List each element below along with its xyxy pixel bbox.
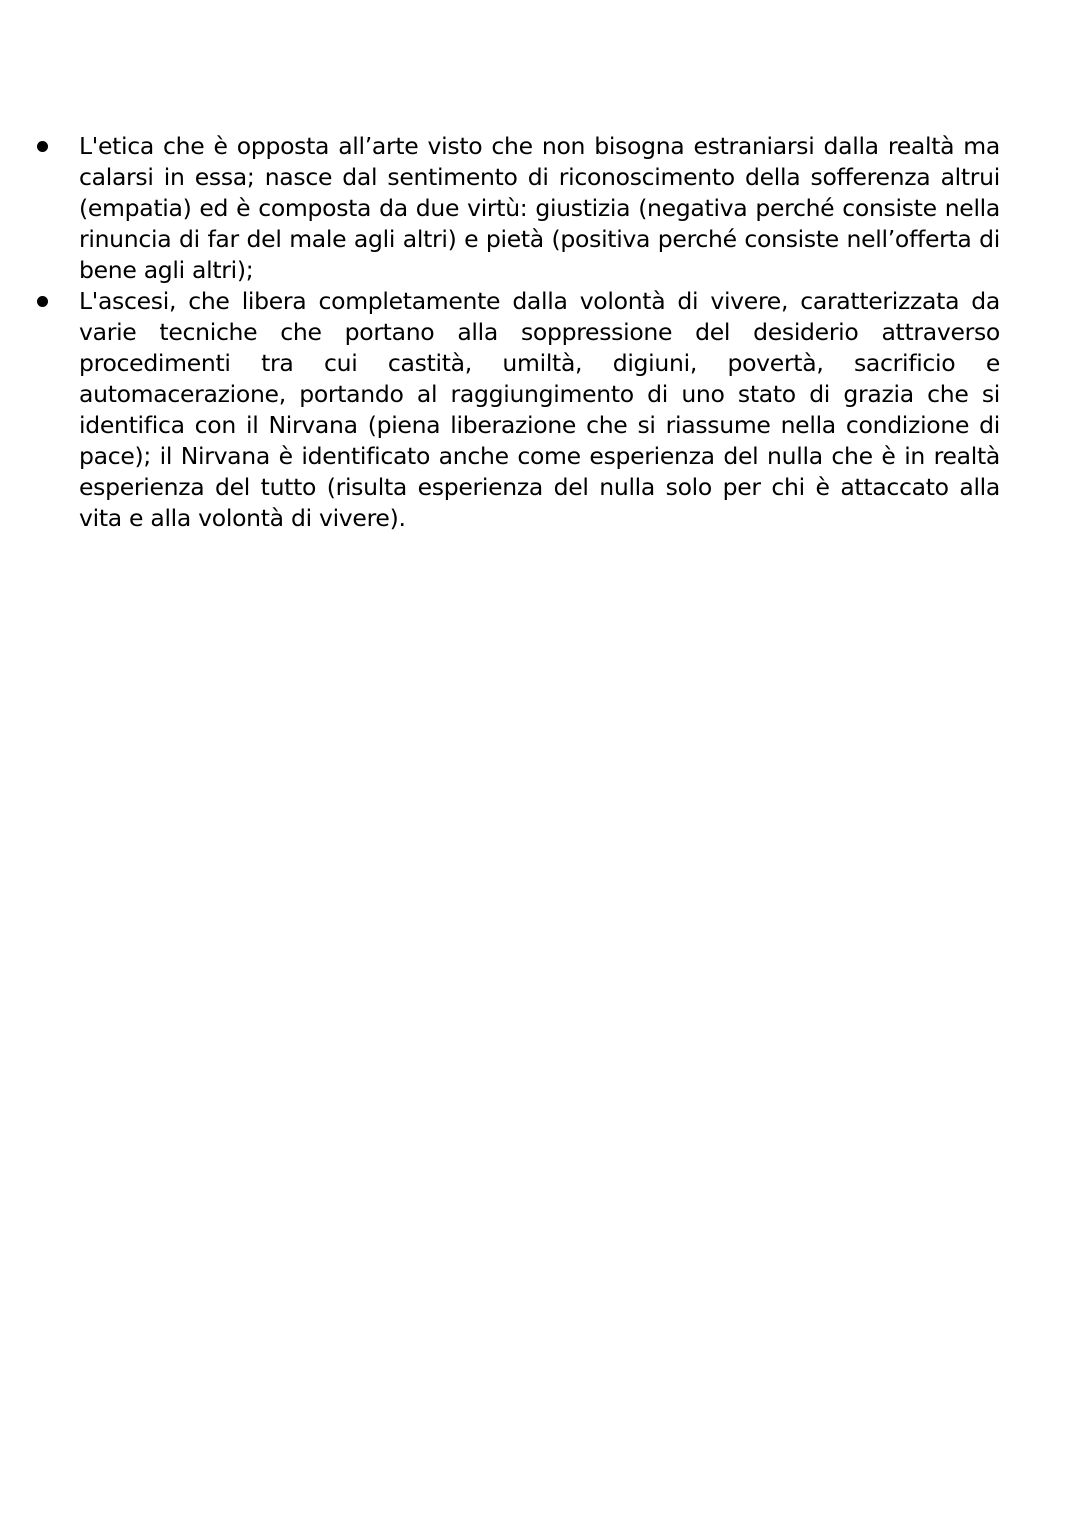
list-item — [0, 286, 1080, 534]
bullet-list — [0, 131, 1080, 534]
list-item-text: L'ascesi, che libera completamente dalla volontà di vivere, caratterizzata da varie tecniche che portano alla soppressione del desiderio attraverso procedimenti tra cui castità, umiltà, digiuni, povertà, sacrificio e automacerazione, portando al raggiungimento di uno stato di grazia che si identifica con il Nirvana (piena liberazione che si riassume nella condizione di pace); il Nirvana è identificato anche come esperienza del nulla che è in realtà esperienza del tutto (risulta esperienza del nulla solo per chi è attaccato alla vita e alla volontà di vivere). — [79, 287, 1000, 532]
bullet-icon — [37, 141, 48, 152]
list-item — [0, 131, 1080, 286]
list-item-text: L'etica che è opposta all’arte visto che non bisogna estraniarsi dalla realtà ma calarsi in essa; nasce dal sentimento di riconoscimento della sofferenza altrui (empatia) ed è composta da due virtù: giustizia (negativa perché consiste nella rinuncia di far del male agli altri) e pietà (positiva perché consiste nell’offerta di bene agli altri); — [79, 132, 1000, 284]
bullet-icon — [37, 296, 48, 307]
